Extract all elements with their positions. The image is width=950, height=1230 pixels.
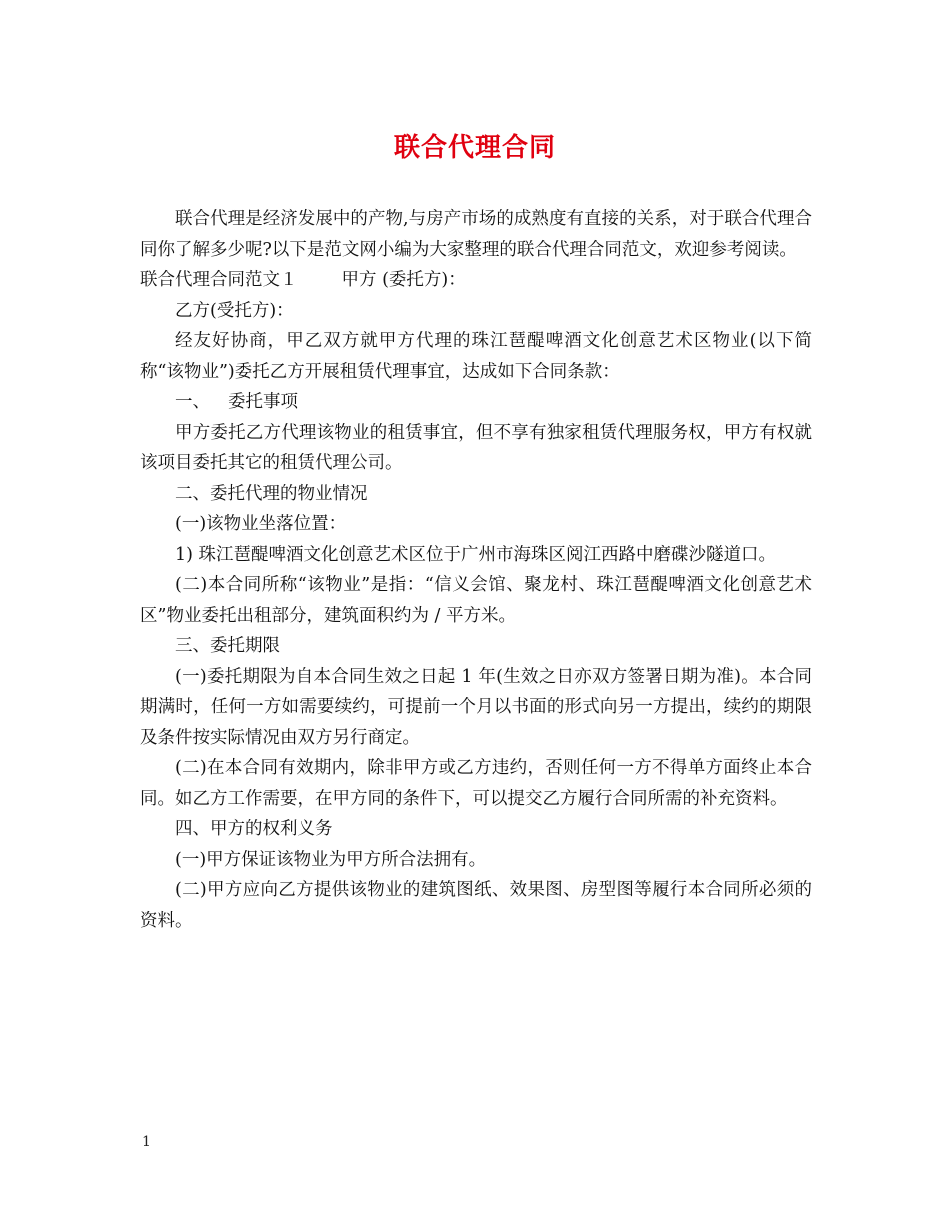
section-4-heading: 四、甲方的权利义务 (175, 819, 333, 839)
section-4-item-a: (一)甲方保证该物业为甲方所合法拥有。 (175, 849, 487, 870)
section-1-paragraph: 甲方委托乙方代理该物业的租赁事宜，但不享有独家租赁代理服务权，甲方有权就该项目委托其它的租赁代理公司。 (140, 422, 812, 473)
section-2-item-a: (一)该物业坐落位置： (175, 514, 347, 534)
party-a-label: 甲方 (委托方)： (341, 270, 466, 290)
party-b-label: 乙方(受托方)： (175, 300, 294, 321)
intro-paragraph: 联合代理是经济发展中的产物,与房产市场的成熟度有直接的关系，对于联合代理合同你了解多少呢?以下是范文网小编为大家整理的联合代理合同范文，欢迎参考阅读。 (140, 209, 812, 260)
section-1-title: 委托事项 (228, 392, 298, 412)
section-2-item-b: (二)本合同所称“该物业”是指：“信义会馆、聚龙村、珠江琶醍啤酒文化创意艺术区”物业委托出租部分，建筑面积约为 / 平方米。 (140, 575, 812, 626)
section-3-item-a: (一)委托期限为自本合同生效之日起 1 年(生效之日亦双方签署日期为准)。本合同期满时，任何一方如需要续约，可提前一个月以书面的形式向另一方提出，续约的期限及条件按实际情况由双方另行商定。 (140, 666, 812, 748)
section-1-heading (140, 387, 812, 418)
section-3-heading: 三、委托期限 (175, 636, 280, 656)
sample-heading: 联合代理合同范文１ (140, 270, 298, 290)
section-2-heading: 二、委托代理的物业情况 (175, 483, 368, 504)
section-3-item-b: (二)在本合同有效期内，除非甲方或乙方违约，否则任何一方不得单方面终止本合同。如乙方工作需要，在甲方同的条件下，可以提交乙方履行合同所需的补充资料。 (140, 758, 812, 809)
document-body (140, 204, 812, 936)
section-2-item-a1: 1) 珠江琶醍啤酒文化创意艺术区位于广州市海珠区阅江西路中磨碟沙隧道口。 (175, 544, 777, 565)
sample-heading-line (140, 265, 812, 296)
section-4-item-b: (二)甲方应向乙方提供该物业的建筑图纸、效果图、房型图等履行本合同所必须的资料。 (140, 880, 812, 931)
page-title: 联合代理合同 (393, 133, 556, 163)
preamble-paragraph: 经友好协商，甲乙双方就甲方代理的珠江琶醍啤酒文化创意艺术区物业(以下简称“该物业”)委托乙方开展租赁代理事宜，达成如下合同条款： (140, 331, 812, 382)
section-1-number: 一、 (175, 392, 210, 412)
page-number: 1 (142, 1134, 151, 1150)
